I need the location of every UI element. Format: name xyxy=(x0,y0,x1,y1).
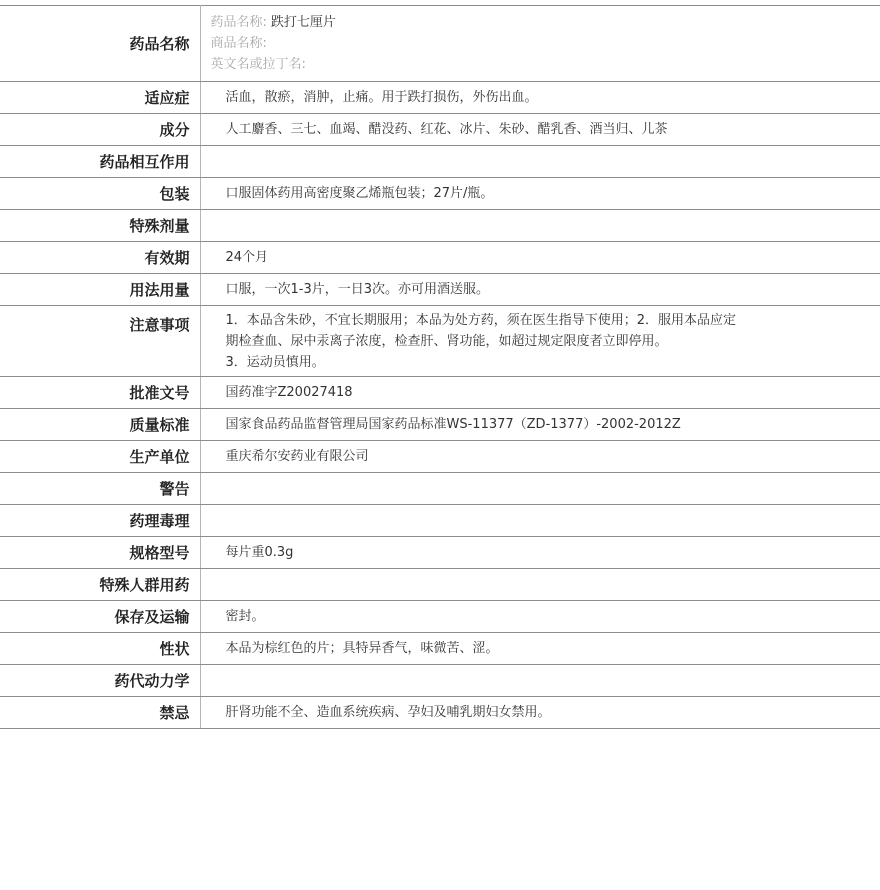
row-usage-dosage xyxy=(0,274,880,306)
manufacturer-label: 生产单位 xyxy=(0,441,200,473)
interactions-value xyxy=(200,146,880,178)
row-manufacturer xyxy=(0,441,880,473)
trade-name-key: 商品名称: xyxy=(210,36,267,51)
row-drug-name xyxy=(0,6,880,82)
row-warning xyxy=(0,473,880,505)
precautions-value xyxy=(200,306,880,377)
row-contraindications xyxy=(0,697,880,729)
appearance-value: 本品为棕红色的片；具特异香气，味微苦、涩。 xyxy=(200,633,880,665)
special-dosage-value xyxy=(200,210,880,242)
row-ingredients xyxy=(0,114,880,146)
special-population-label: 特殊人群用药 xyxy=(0,569,200,601)
pharmacokinetics-label: 药代动力学 xyxy=(0,665,200,697)
generic-name-key: 药品名称: xyxy=(210,15,267,30)
indications-value: 活血，散瘀，消肿，止痛。用于跌打损伤，外伤出血。 xyxy=(200,82,880,114)
precaution-line-3: 3．运动员慎用。 xyxy=(225,355,325,370)
row-interactions xyxy=(0,146,880,178)
row-indications xyxy=(0,82,880,114)
shelf-life-value: 24个月 xyxy=(200,242,880,274)
warning-value xyxy=(200,473,880,505)
contraindications-label: 禁忌 xyxy=(0,697,200,729)
interactions-label: 药品相互作用 xyxy=(0,146,200,178)
generic-name-value: 跌打七厘片 xyxy=(270,15,336,30)
row-specification xyxy=(0,537,880,569)
pharmacokinetics-value xyxy=(200,665,880,697)
packaging-value: 口服固体药用高密度聚乙烯瓶包装；27片/瓶。 xyxy=(200,178,880,210)
trade-name-line xyxy=(211,33,781,54)
special-population-value xyxy=(200,569,880,601)
row-appearance xyxy=(0,633,880,665)
specification-value: 每片重0.3g xyxy=(200,537,880,569)
usage-dosage-label: 用法用量 xyxy=(0,274,200,306)
ingredients-value: 人工麝香、三七、血竭、醋没药、红花、冰片、朱砂、醋乳香、酒当归、儿茶 xyxy=(200,114,880,146)
row-shelf-life xyxy=(0,242,880,274)
packaging-label: 包装 xyxy=(0,178,200,210)
row-packaging xyxy=(0,178,880,210)
contraindications-value: 肝肾功能不全、造血系统疾病、孕妇及哺乳期妇女禁用。 xyxy=(200,697,880,729)
drug-name-values xyxy=(200,6,880,82)
usage-dosage-value: 口服，一次1-3片，一日3次。亦可用酒送服。 xyxy=(200,274,880,306)
special-dosage-label: 特殊剂量 xyxy=(0,210,200,242)
row-quality-standard xyxy=(0,409,880,441)
precautions-label: 注意事项 xyxy=(0,306,200,377)
approval-number-value: 国药准字Z20027418 xyxy=(200,377,880,409)
quality-standard-value: 国家食品药品监督管理局国家药品标准WS-11377（ZD-1377）-2002-2012Z xyxy=(200,409,880,441)
row-special-dosage xyxy=(0,210,880,242)
precaution-line-1: 1．本品含朱砂，不宜长期服用；本品为处方药，须在医生指导下使用；2．服用本品应定 xyxy=(225,313,737,328)
storage-value: 密封。 xyxy=(200,601,880,633)
storage-label: 保存及运输 xyxy=(0,601,200,633)
ingredients-label: 成分 xyxy=(0,114,200,146)
appearance-label: 性状 xyxy=(0,633,200,665)
row-approval-number xyxy=(0,377,880,409)
row-pharmacokinetics xyxy=(0,665,880,697)
row-storage xyxy=(0,601,880,633)
pharmacology-label: 药理毒理 xyxy=(0,505,200,537)
pharmacology-value xyxy=(200,505,880,537)
precaution-line-2: 期检查血、尿中汞离子浓度，检查肝、肾功能，如超过规定限度者立即停用。 xyxy=(225,334,668,349)
drug-name-label: 药品名称 xyxy=(0,6,200,82)
row-pharmacology xyxy=(0,505,880,537)
drug-info-table xyxy=(0,5,880,729)
row-precautions xyxy=(0,306,880,377)
latin-name-key: 英文名或拉丁名: xyxy=(210,57,306,72)
specification-label: 规格型号 xyxy=(0,537,200,569)
latin-name-line xyxy=(211,54,781,75)
warning-label: 警告 xyxy=(0,473,200,505)
quality-standard-label: 质量标准 xyxy=(0,409,200,441)
generic-name-line xyxy=(211,12,781,33)
approval-number-label: 批准文号 xyxy=(0,377,200,409)
shelf-life-label: 有效期 xyxy=(0,242,200,274)
indications-label: 适应症 xyxy=(0,82,200,114)
manufacturer-value: 重庆希尔安药业有限公司 xyxy=(200,441,880,473)
row-special-population xyxy=(0,569,880,601)
